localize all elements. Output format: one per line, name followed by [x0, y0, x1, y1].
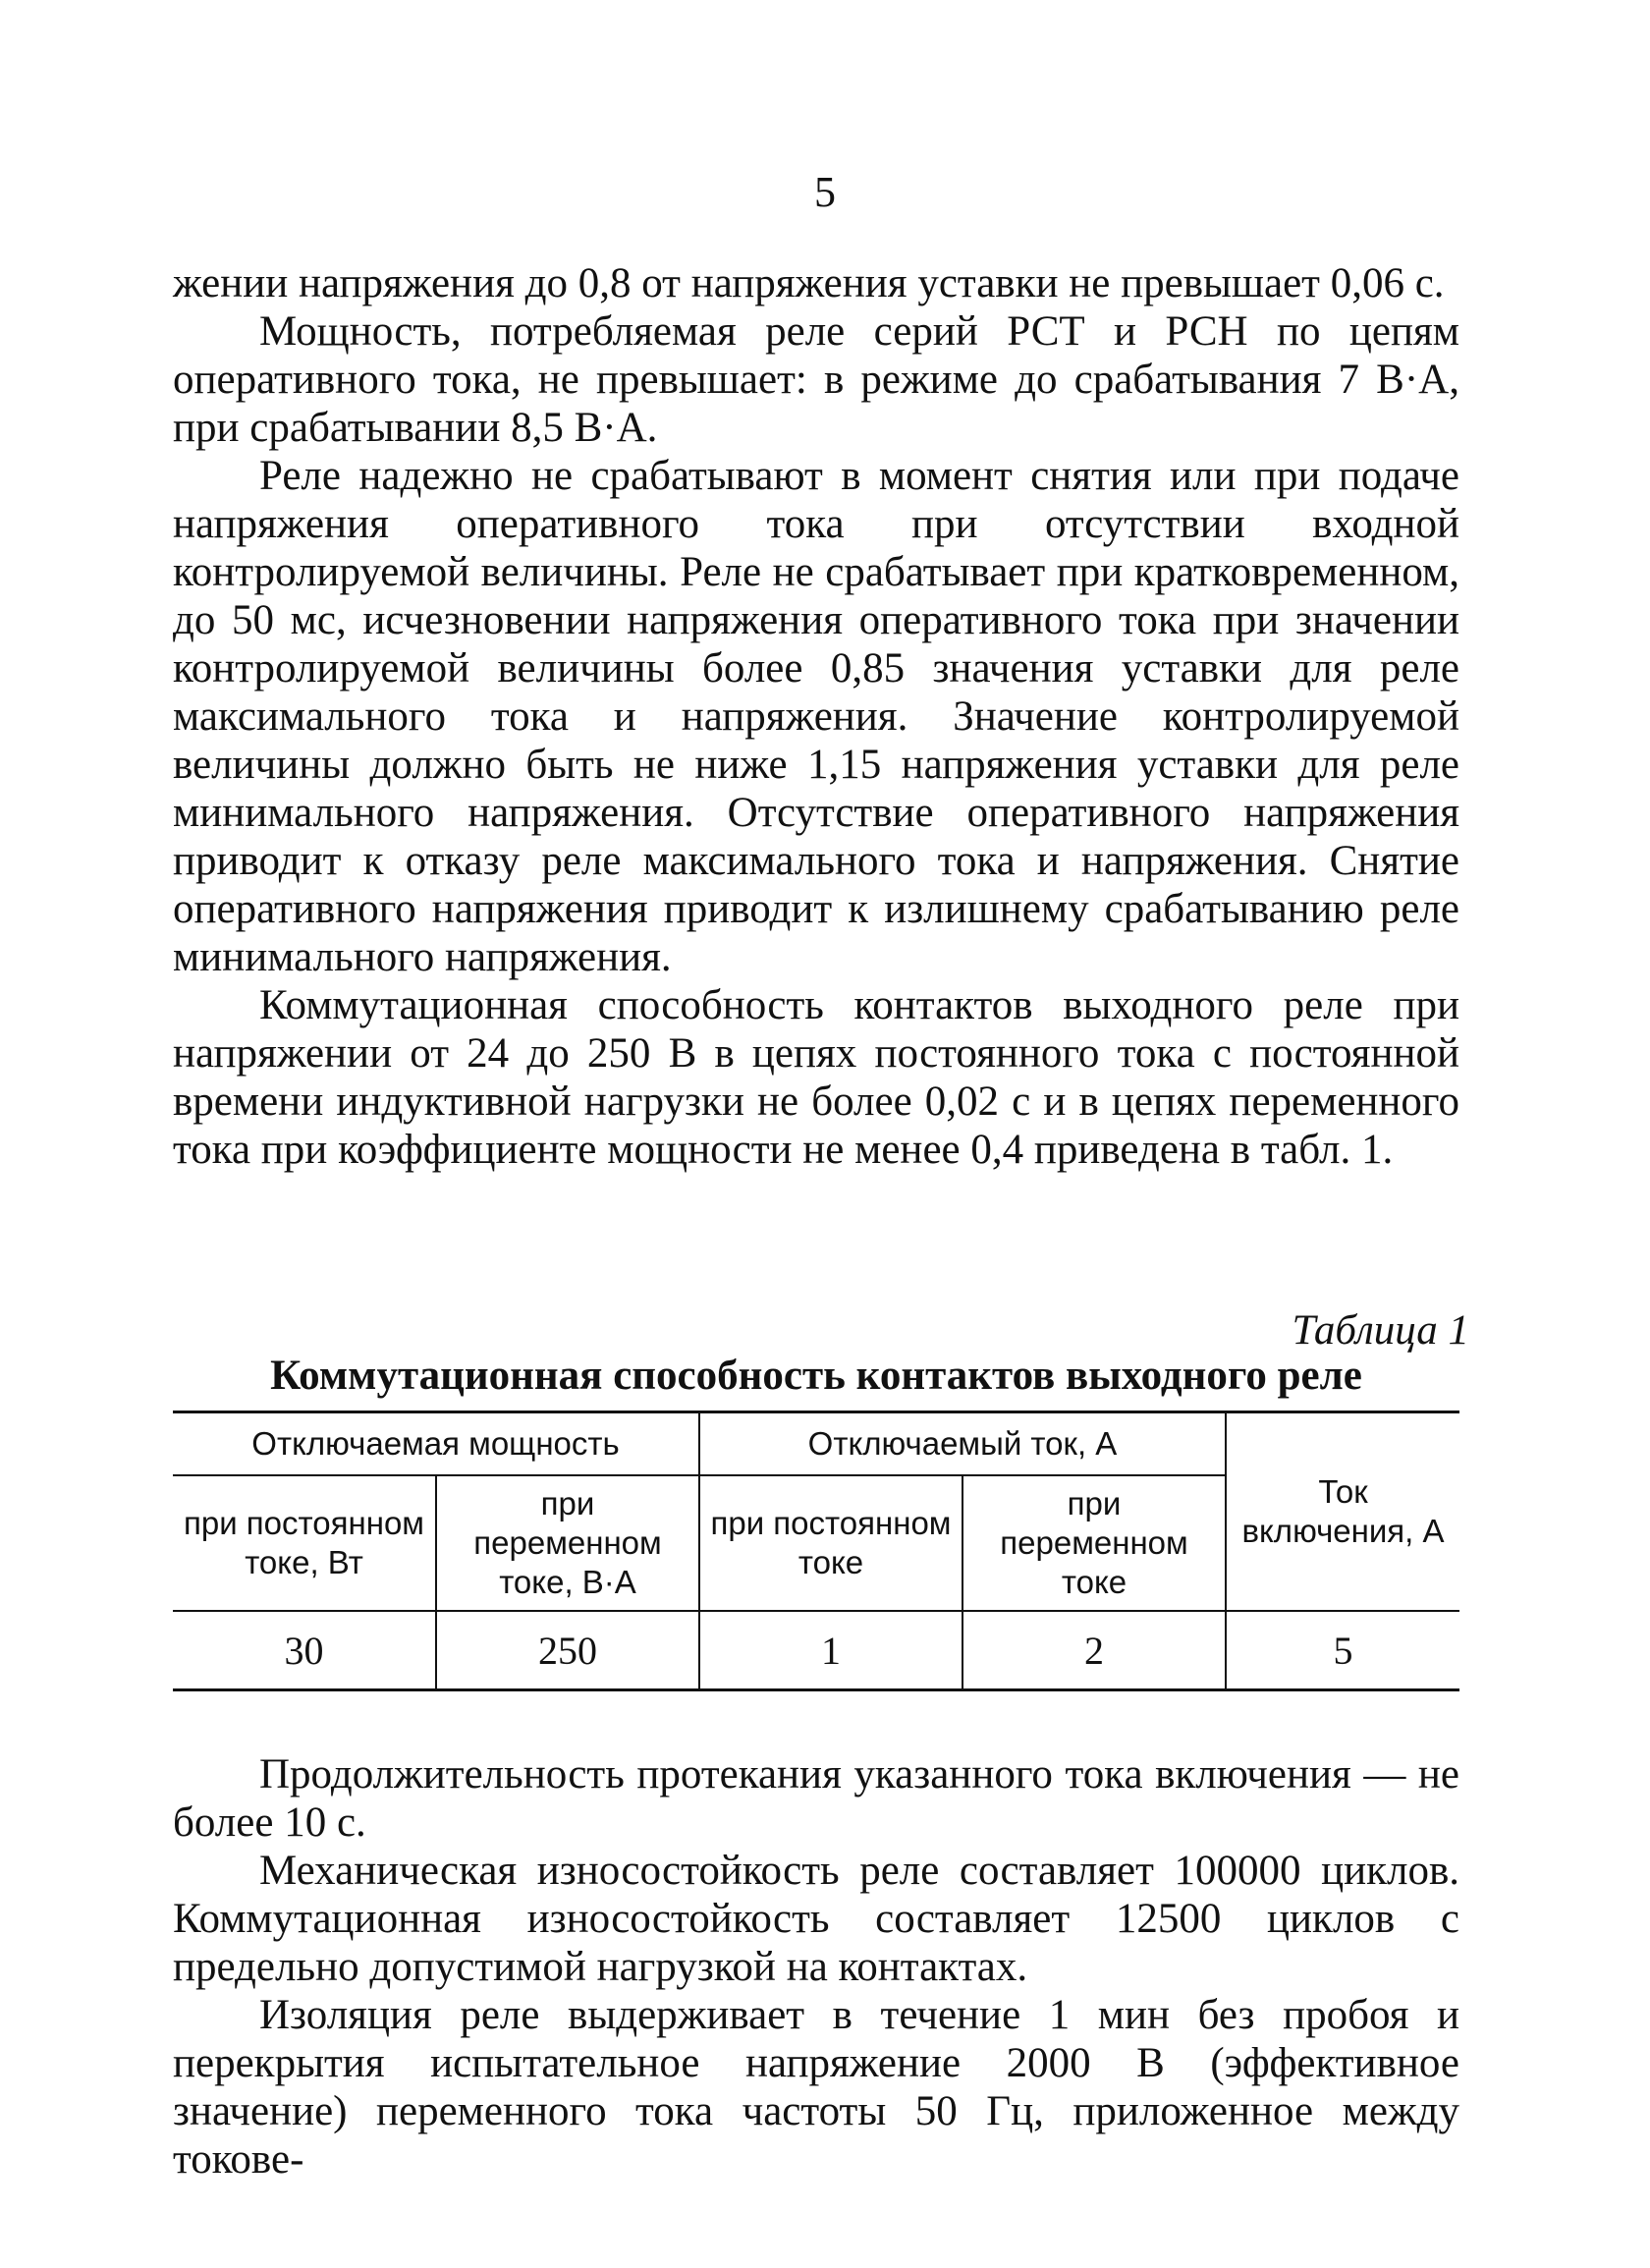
subheader-power-ac: при переменном токе, В·А — [436, 1475, 699, 1611]
paragraph: Продолжительность протекания указанного тока включения — не более 10 с. — [173, 1751, 1459, 1846]
cell-power-ac: 250 — [436, 1611, 699, 1690]
cell-power-dc: 30 — [173, 1611, 436, 1690]
paragraph: Мощность, потребляемая реле серий РСТ и РСН по цепям оперативного тока, не превышает: в режиме до срабатывания 7 В·А, при срабатывании 8,5 В·А. — [173, 308, 1459, 451]
table-header-row — [173, 1412, 1459, 1476]
cell-inrush: 5 — [1226, 1611, 1459, 1690]
paragraph: Механическая износостойкость реле составляет 100000 циклов. Коммутационная износостойкость составляет 12500 циклов с предельно допустимой нагрузкой на контактах. — [173, 1848, 1459, 1990]
subheader-current-ac: при переменном токе — [962, 1475, 1226, 1611]
header-inrush-current: Ток включения, А — [1226, 1412, 1459, 1612]
paragraph: Реле надежно не срабатывают в момент снятия или при подаче напряжения оперативного тока при отсутствии входной контролируемой величины. Реле не срабатывает при кратковременном, до 50 мс, исчезновении напряжения оперативного тока при значении контролируемой величины более 0,85 значения уставки для реле максимального тока и напряжения. Значение контролируемой величины должно быть не ниже 1,15 напряжения уставки для реле минимального напряжения. Отсутствие оперативного напряжения приводит к отказу реле максимального тока и напряжения. Снятие оперативного напряжения приводит к излишнему срабатыванию реле минимального напряжения. — [173, 453, 1459, 980]
body-text-top — [173, 259, 1459, 1174]
page-number: 5 — [814, 168, 836, 216]
body-text-bottom — [173, 1750, 1459, 2184]
cell-current-dc: 1 — [699, 1611, 962, 1690]
table-title: Коммутационная способность контактов выходного реле — [270, 1353, 1362, 1399]
cell-current-ac: 2 — [962, 1611, 1226, 1690]
paragraph: Изоляция реле выдерживает в течение 1 мин без пробоя и перекрытия испытательное напряжение 2000 В (эффективное значение) переменного тока частоты 50 Гц, приложенное между токове- — [173, 1992, 1459, 2183]
paragraph: жении напряжения до 0,8 от напряжения уставки не превышает 0,06 с. — [173, 260, 1445, 306]
subheader-power-dc: при постоянном токе, Вт — [173, 1475, 436, 1611]
paragraph: Коммутационная способность контактов выходного реле при напряжении от 24 до 250 В в цепях постоянного тока с постоянной времени индуктивной нагрузки не более 0,02 с и в цепях переменного тока при коэффициенте мощности не менее 0,4 приведена в табл. 1. — [173, 982, 1459, 1173]
header-breaking-current: Отключаемый ток, А — [699, 1412, 1226, 1476]
subheader-current-dc: при постоянном токе — [699, 1475, 962, 1611]
relay-switching-table — [173, 1411, 1459, 1691]
header-breaking-power: Отключаемая мощность — [173, 1412, 699, 1476]
table-number: Таблица 1 — [1292, 1307, 1469, 1354]
table-row — [173, 1611, 1459, 1690]
